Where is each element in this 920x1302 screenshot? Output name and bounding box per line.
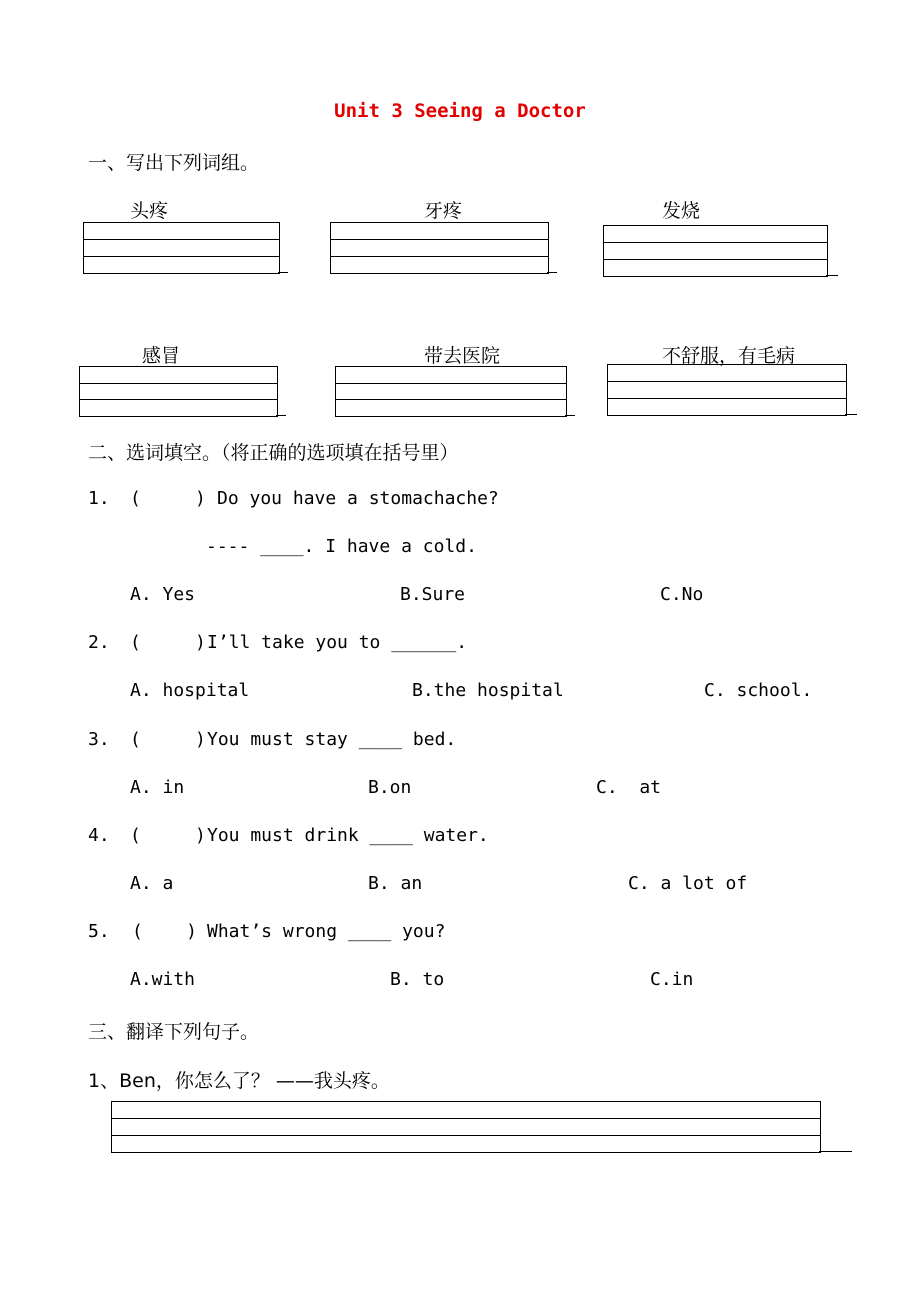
worksheet-title: Unit 3 Seeing a Doctor (334, 100, 586, 122)
q4-option-b: B. an (368, 873, 423, 894)
q3-answer-paren[interactable]: ( ) (130, 729, 206, 750)
translate-sentence-1: 1、Ben，你怎么了？ ——我头疼。 (88, 1070, 390, 1092)
section3-heading: 三、翻译下列句子。 (88, 1021, 260, 1043)
q5-text: What’s wrong ____ you? (207, 921, 446, 942)
q1-answer-paren[interactable]: ( ) (130, 488, 206, 509)
q4-number: 4. (88, 825, 110, 846)
q3-option-a: A. in (130, 777, 185, 798)
q3-option-b: B.on (368, 777, 412, 798)
q1-text: Do you have a stomachache? (217, 488, 499, 509)
q2-option-a: A. hospital (130, 680, 250, 701)
q4-answer-paren[interactable]: ( ) (130, 825, 206, 846)
q5-option-a: A.with (130, 969, 196, 990)
word-unwell: 不舒服，有毛病 (662, 345, 796, 367)
q2-option-c: C. school. (704, 680, 813, 701)
q2-answer-paren[interactable]: ( ) (130, 632, 206, 653)
word-headache: 头疼 (130, 200, 169, 222)
word-take-to-hospital: 带去医院 (424, 345, 501, 367)
q1-option-a: A. Yes (130, 584, 196, 605)
word-fever: 发烧 (662, 200, 701, 222)
q1-reply: ---- ____. I have a cold. (206, 536, 477, 557)
q3-number: 3. (88, 729, 110, 750)
section2-heading: 二、选词填空。（将正确的选项填在括号里） (88, 442, 459, 464)
word-cold: 感冒 (142, 345, 181, 367)
q3-option-c: C. at (596, 777, 662, 798)
q5-option-b: B. to (390, 969, 445, 990)
q1-option-c: C.No (660, 584, 704, 605)
q4-option-c: C. a lot of (628, 873, 748, 894)
q1-option-b: B.Sure (400, 584, 466, 605)
q5-number: 5. (88, 921, 110, 942)
q2-option-b: B.the hospital (412, 680, 564, 701)
q2-number: 2. (88, 632, 110, 653)
q4-option-a: A. a (130, 873, 174, 894)
q5-option-c: C.in (650, 969, 694, 990)
q4-text: You must drink ____ water. (207, 825, 489, 846)
q5-answer-paren[interactable]: ( ) (132, 921, 198, 942)
word-toothache: 牙疼 (424, 200, 463, 222)
q2-text: I’ll take you to ______. (207, 632, 468, 653)
section1-heading: 一、写出下列词组。 (88, 152, 260, 174)
q1-number: 1. (88, 488, 110, 509)
q3-text: You must stay ____ bed. (207, 729, 457, 750)
